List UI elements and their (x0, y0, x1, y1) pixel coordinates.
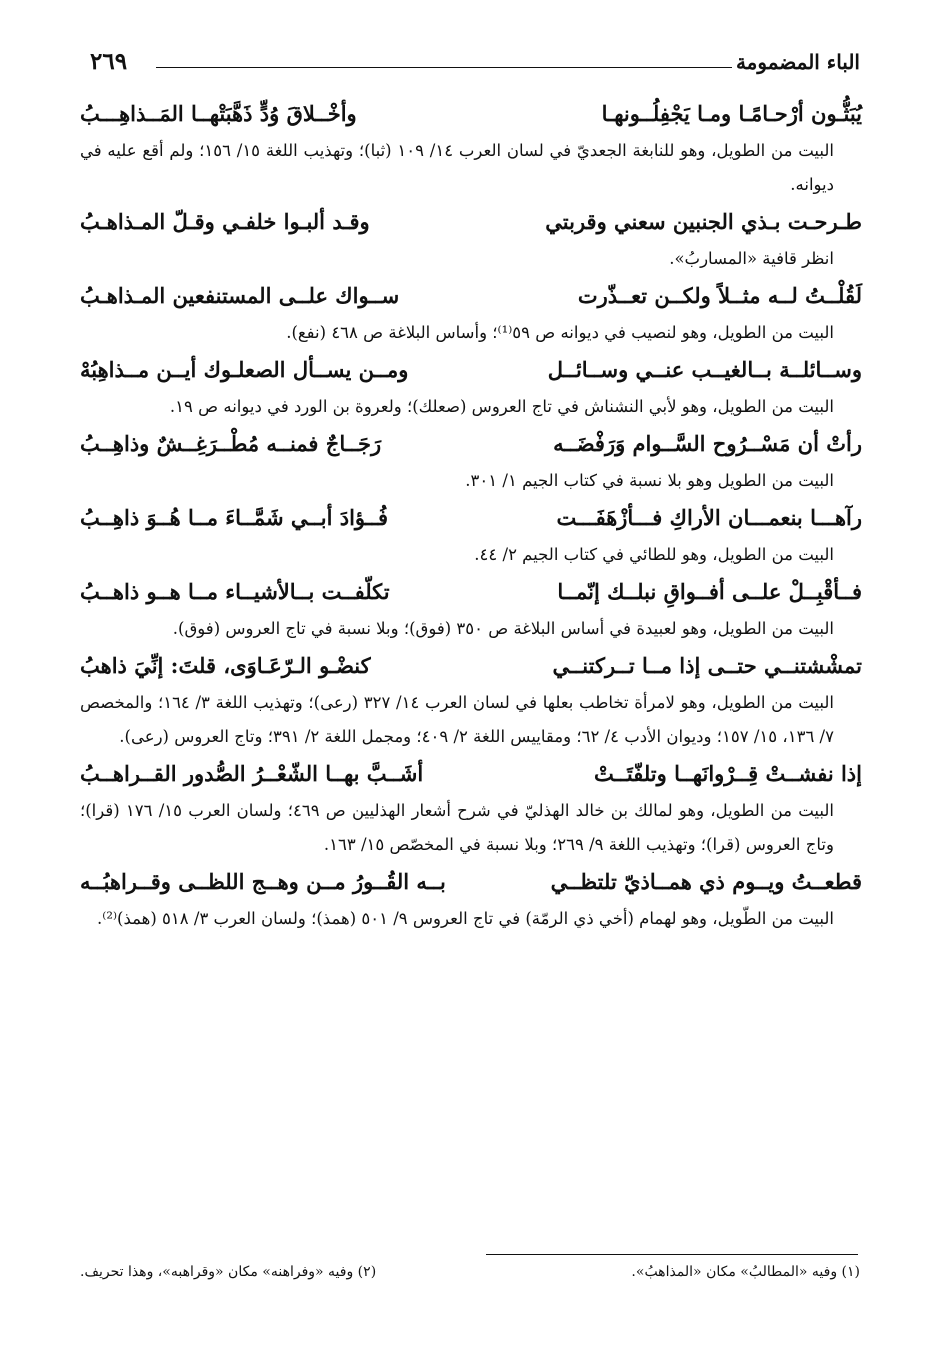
poem-entry (80, 864, 862, 936)
verse-second-hemistich: أشَــبَّ بهــا الشّعْــرُ الصُّدور القــراهــبُ (80, 761, 424, 786)
verse-first-hemistich: يُبَثُّـون أرْحـامًـا ومـا يَجْفِلُــونهـا (601, 101, 862, 126)
verse-line (80, 864, 862, 902)
verse-line (80, 756, 862, 794)
source-note: البيت من الطّويل، وهو لهمام (أخي ذي الرمّة) في تاج العروس ٩/ ٥٠١ (همذ)؛ ولسان العرب ٣/ ٥١٨ (همذ)⁽²⁾. (97, 909, 834, 928)
poem-entry (80, 426, 862, 498)
verse-line (80, 352, 862, 390)
verse-second-hemistich: بــه القُــورُ مــن وهــج اللظــى وقــراهبُــه (80, 869, 446, 894)
verse-first-hemistich: إذا نفشــتْ قِــرْوانَهــا وتلفّتَــتْ (593, 761, 862, 786)
source-note: البيت من الطويل، وهو للنابغة الجعديّ في لسان العرب ١٤/ ١٠٩ (ثبا)؛ وتهذيب اللغة ١٥/ ١٥٦؛ ولم أقع عليه في ديوانه. (80, 141, 834, 194)
verse-second-hemistich: تكلّفــت بــالأشيــاء مــا هــو ذاهــبُ (80, 579, 390, 604)
footnote-2: (٢) وفيه «وفراهنه» مكان «وقراهبه»، وهذا تحريف. (80, 1264, 377, 1280)
poem-entry (80, 574, 862, 646)
verse-line (80, 648, 862, 686)
verse-line (80, 278, 862, 316)
verse-first-hemistich: طـرحـت بـذي الجنبين سعني وقربتي (545, 209, 862, 234)
verse-line (80, 96, 862, 134)
source-note: البيت من الطويل، وهو لامرأة تخاطب بعلها في لسان العرب ١٤/ ٣٢٧ (رعى)؛ وتهذيب اللغة ٣/ ١٦٤؛ والمخصص ٧/ ١٣٦، ١٥/ ١٥٧؛ وديوان الأدب ٤/ ٦٢؛ ومقاييس اللغة ٢/ ٤٠٩؛ ومجمل اللغة ٢/ ٣٩١؛ وتاج العروس (رعى). (80, 693, 834, 746)
page-number: ٢٦٩ (90, 48, 128, 75)
footnotes (80, 1264, 860, 1280)
verse-first-hemistich: فــأقْبِــلْ علــى أفــواقِ نبلــك إنّمــا (557, 579, 862, 604)
source-note: البيت من الطويل، وهو لنصيب في ديوانه ص ٥٩⁽¹⁾؛ وأساس البلاغة ص ٤٦٨ (نفع). (286, 323, 834, 342)
source-note: البيت من الطويل، وهو لعبيدة في أساس البلاغة ص ٣٥٠ (فوق)؛ وبلا نسبة في تاج العروس (فوق). (172, 619, 834, 638)
footnote-1: (١) وفيه «المطالبُ» مكان «المذاهبُ». (631, 1264, 860, 1280)
poem-entry (80, 278, 862, 350)
verse-second-hemistich: فُــؤادَ أبــي شَمَّــاءَ مــا هُــوَ ذاهِــبُ (80, 505, 389, 530)
verse-first-hemistich: رآهـــا بنعمـــان الأراكِ فـــأزْهَفَـــت (556, 505, 862, 530)
verse-line (80, 500, 862, 538)
poem-entry (80, 204, 862, 276)
verse-first-hemistich: وســائلــة بــالغيــب عنــي وســائــل (547, 357, 862, 382)
verse-line (80, 574, 862, 612)
footnote-separator (486, 1254, 858, 1255)
poem-entry (80, 352, 862, 424)
verse-first-hemistich: قطعــتُ ويــوم ذي همــاذيّ تلتظــي (550, 869, 862, 894)
source-note: البيت من الطويل، وهو لمالك بن خالد الهذليّ في شرح أشعار الهذليين ص ٤٦٩؛ ولسان العرب ١٥/ ١٧٦ (قرا)؛ وتاج العروس (قرا)؛ وتهذيب اللغة ٩/ ٢٦٩؛ وبلا نسبة في المخصّص ١٥/ ١٦٣. (80, 801, 834, 854)
poem-entry (80, 96, 862, 202)
poem-entry (80, 648, 862, 754)
verse-second-hemistich: وقـد ألبـوا خلفـي وقـلّ المـذاهـبُ (80, 209, 370, 234)
verse-line (80, 204, 862, 242)
verse-first-hemistich: تمشْشتنــي حتــى إذا مــا تــركتنــي (552, 653, 862, 678)
running-title: الباء المضمومة (735, 50, 860, 74)
header-rule (156, 67, 732, 68)
verse-first-hemistich: رأتْ أن مَسْــرُوح السَّــوام وَرَفْضَــه (553, 431, 862, 456)
source-note: انظر قافية «المساربُ». (669, 249, 834, 268)
verse-line (80, 426, 862, 464)
source-note: البيت من الطويل، وهو لأبي النشناش في تاج العروس (صعلك)؛ ولعروة بن الورد في ديوانه ص ١٩. (169, 397, 834, 416)
entries-list (80, 94, 862, 938)
verse-first-hemistich: لَقُلْــتُ لــه مثــلاً ولكــن تعــذّرت (577, 283, 862, 308)
verse-second-hemistich: رَجَــاجٌ فمنــه مُطْــرَغِــشٌ وذاهِــبُ (80, 431, 382, 456)
verse-second-hemistich: كنضْـو الـرّعَـاوَى، قلتَ: إنِّيَ ذاهبُ (80, 653, 371, 678)
verse-second-hemistich: ومــن يســأل الصعلـوك أيــن مــذاهِبُهْ (80, 357, 409, 382)
poem-entry (80, 756, 862, 862)
poem-entry (80, 500, 862, 572)
verse-second-hemistich: وأخْــلاقَ وُدٍّ ذَهَّبَتْهــا المَــذاهِـــبُ (80, 101, 357, 126)
page-header (90, 48, 860, 82)
source-note: البيت من الطويل وهو بلا نسبة في كتاب الجيم ١/ ٣٠١. (465, 471, 834, 490)
verse-second-hemistich: ســواك علــى المستنفعين المـذاهـبُ (80, 283, 400, 308)
source-note: البيت من الطويل، وهو للطائي في كتاب الجيم ٢/ ٤٤. (474, 545, 834, 564)
